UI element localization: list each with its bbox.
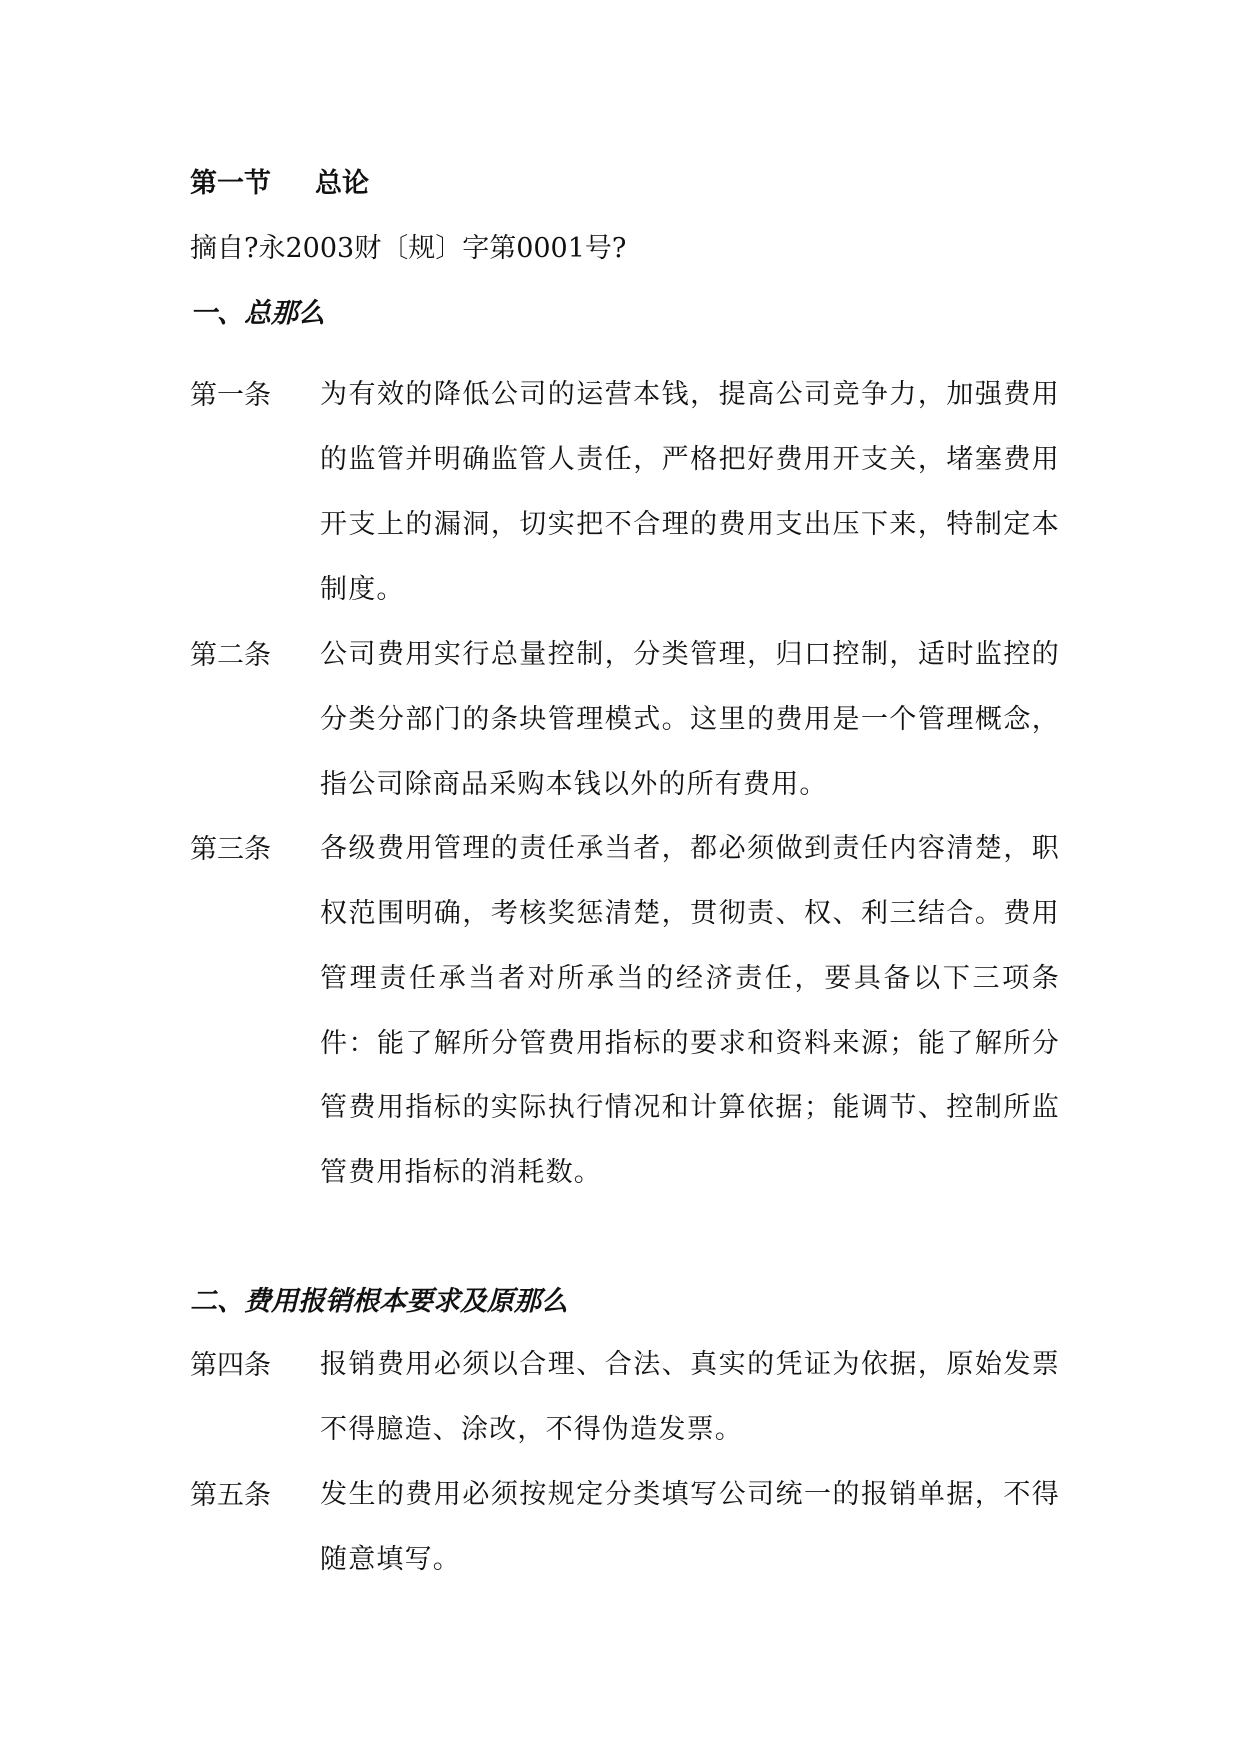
source-note: 摘自?永2003财〔规〕字第0001号? — [190, 233, 627, 264]
article-label: 第四条 — [190, 1350, 271, 1381]
section-title — [190, 170, 369, 197]
article-text: 为有效的降低公司的运营本钱，提高公司竞争力，加强费用的监管并明确监管人责任，严格把好费用开支关，堵塞费用开支上的漏洞，切实把不合理的费用支出压下来，特制定本制度。 — [320, 379, 1060, 605]
article-text: 公司费用实行总量控制，分类管理，归口控制，适时监控的分类分部门的条块管理模式。这里的费用是一个管理概念，指公司除商品采购本钱以外的所有费用。 — [320, 639, 1060, 800]
article-text: 报销费用必须以合理、合法、真实的凭证为依据，原始发票不得臆造、涂改，不得伪造发票。 — [320, 1349, 1060, 1445]
part-heading-2: 二、费用报销根本要求及原那么 — [190, 1286, 568, 1317]
section-prefix: 第一节 — [190, 168, 271, 199]
article-label: 第二条 — [190, 640, 271, 671]
part-heading-1: 一、总那么 — [190, 298, 325, 329]
article-text: 各级费用管理的责任承当者，都必须做到责任内容清楚，职权范围明确，考核奖惩清楚，贯彻责、权、利三结合。费用管理责任承当者对所承当的经济责任，要具备以下三项条件：能了解所分管费用指标的要求和资料来源；能了解所分管费用指标的实际执行情况和计算依据；能调节、控制所监管费用指标的消耗数。 — [320, 833, 1060, 1189]
article-label: 第三条 — [190, 834, 271, 865]
article-label: 第一条 — [190, 380, 271, 411]
article-label: 第五条 — [190, 1480, 271, 1511]
section-title-text: 总论 — [315, 168, 369, 199]
article-text: 发生的费用必须按规定分类填写公司统一的报销单据，不得随意填写。 — [320, 1479, 1060, 1575]
